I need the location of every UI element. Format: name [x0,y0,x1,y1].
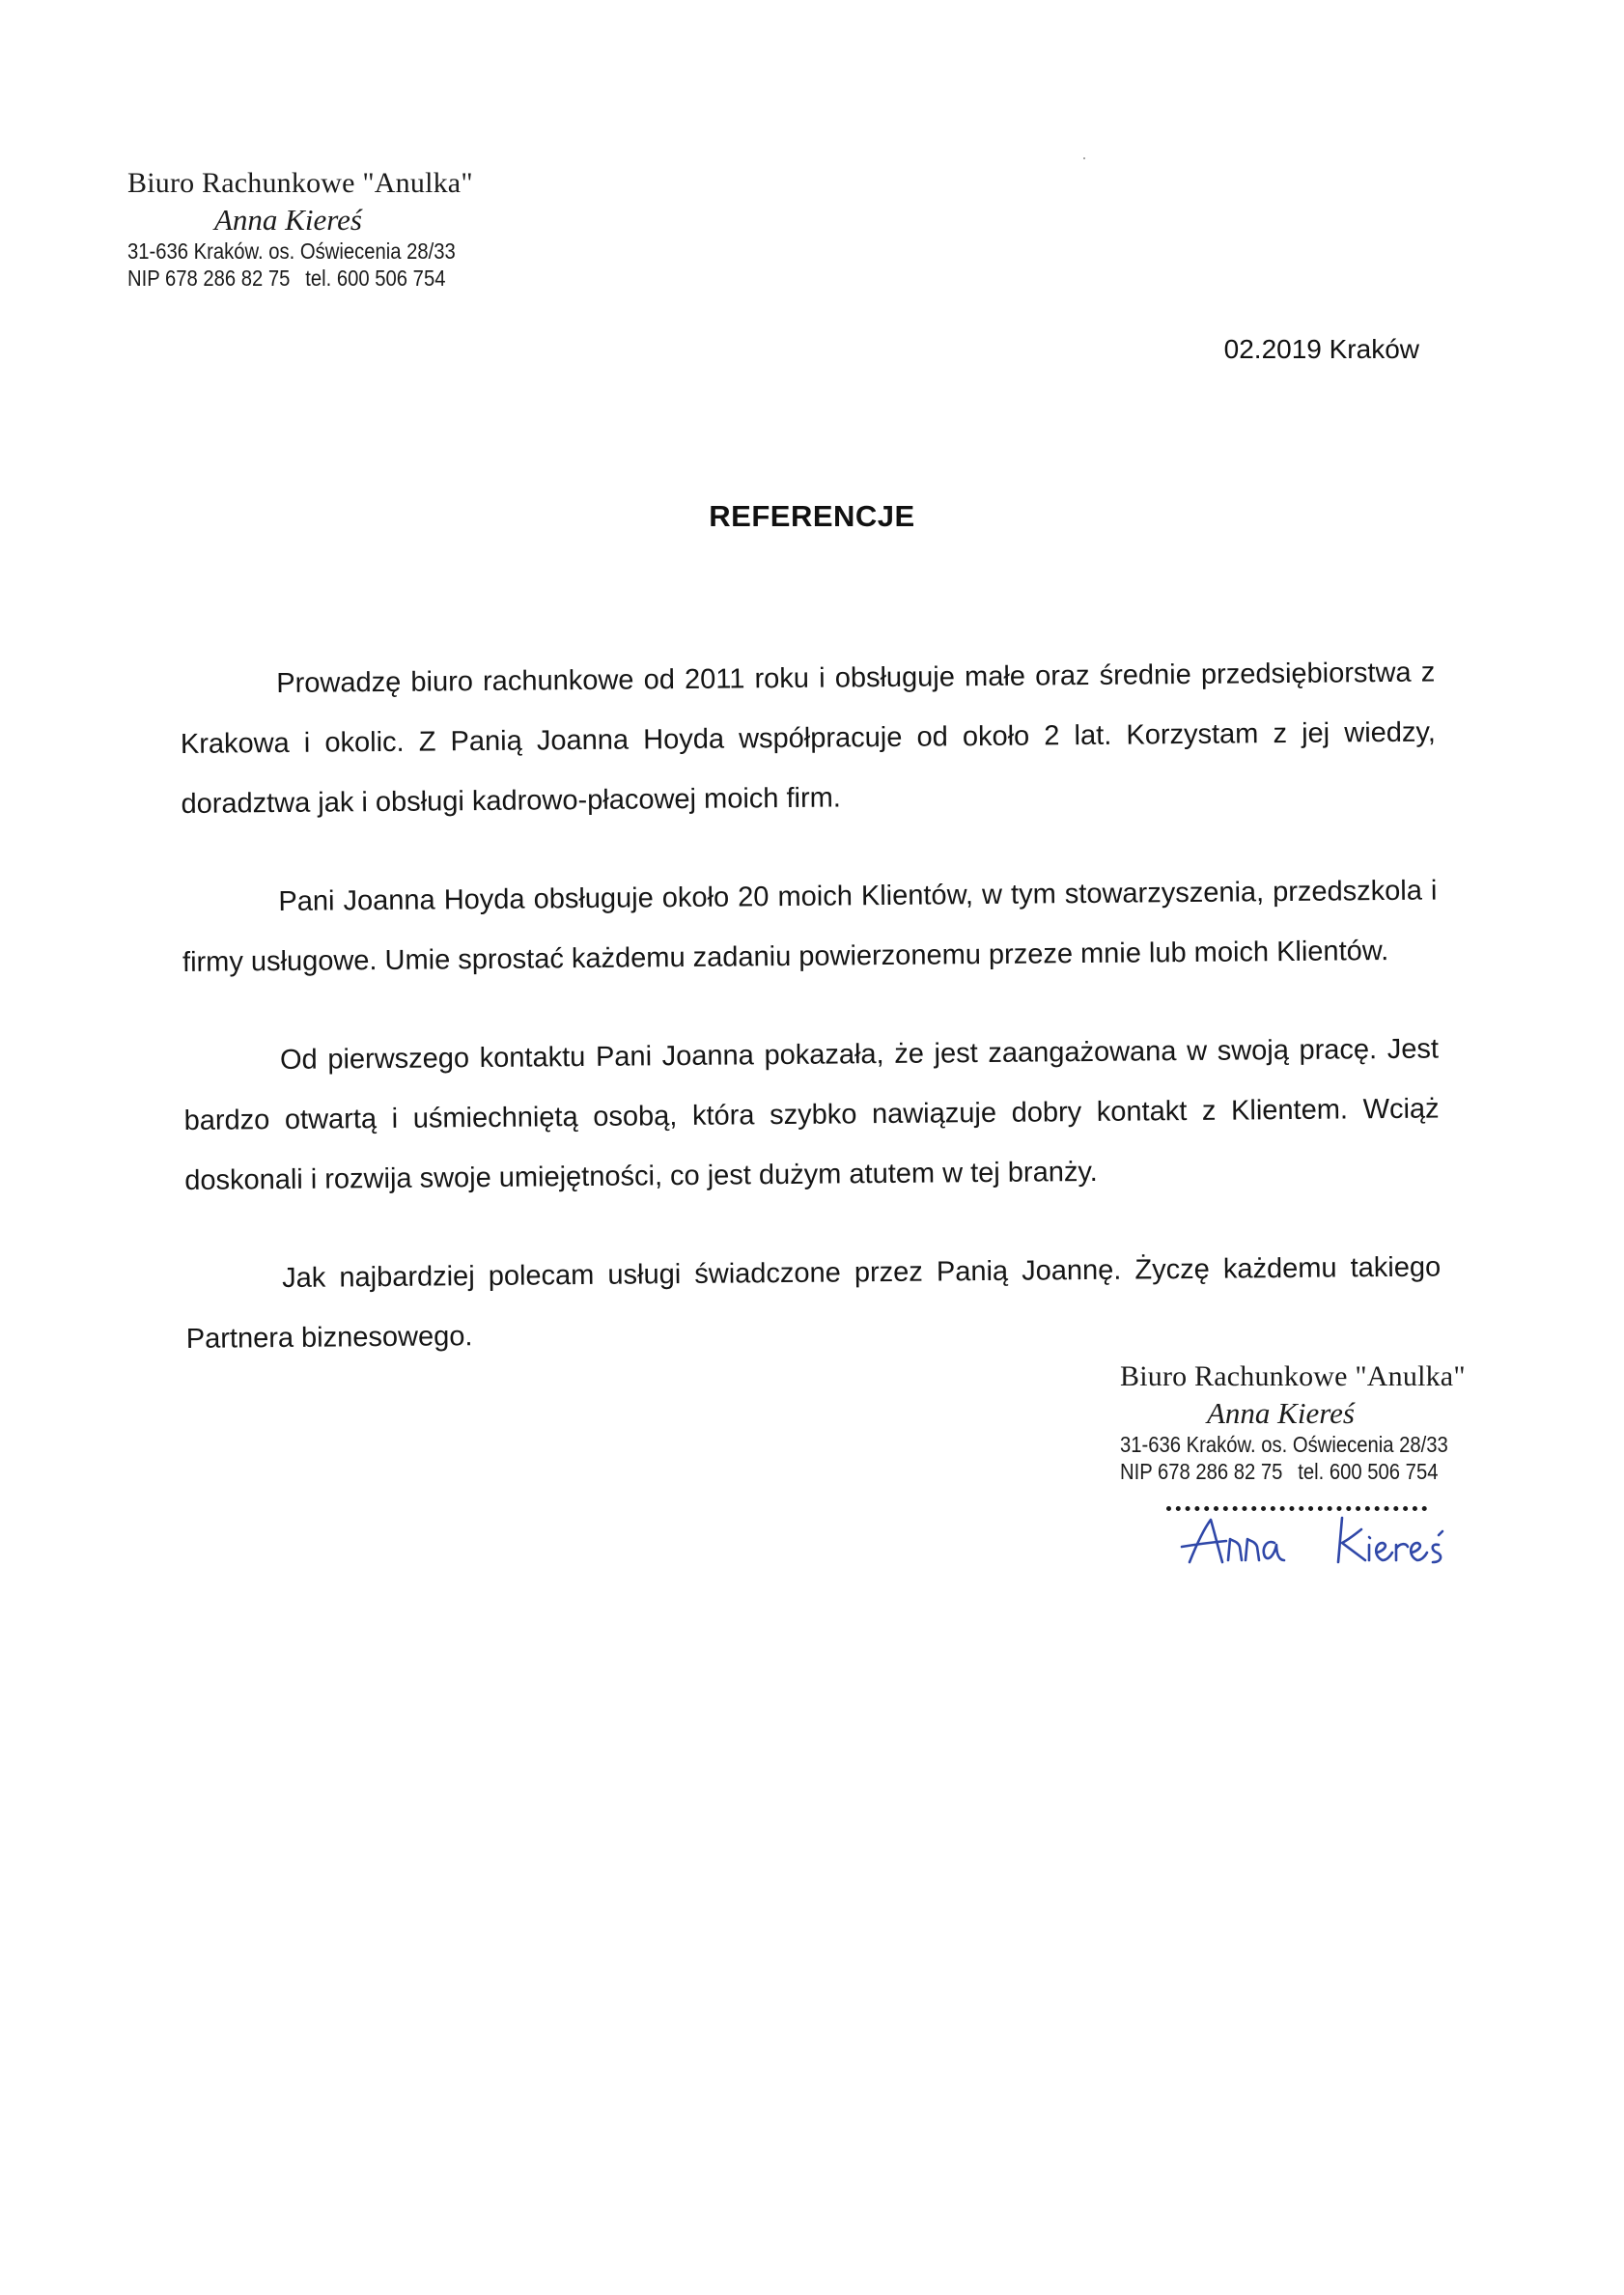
footer-stamp-nip: NIP 678 286 82 75 [1120,1459,1283,1485]
paragraph-2: Pani Joanna Hoyda obsługuje około 20 moich Klientów, w tym stowarzyszenia, przedszkola i firmy usługowe. Umie sprostać każdemu zadaniu powierzonemu przeze mnie lub moich Klientów. [182,875,1438,978]
signature-line [1166,1497,1427,1511]
footer-stamp-address: 31-636 Kraków. os. Oświecenia 28/33 [1120,1432,1448,1458]
header-stamp-address: 31-636 Kraków. os. Oświecenia 28/33 [127,238,456,265]
header-stamp-owner: Anna Kiereś [214,202,362,237]
handwritten-signature [1178,1512,1468,1570]
header-stamp-phone: tel. 600 506 754 [305,266,446,292]
date-place: 02.2019 Kraków [1223,334,1419,364]
paragraph-4: Jak najbardziej polecam usługi świadczone przez Panią Joannę. Życzę każdemu takiego Partnera biznesowego. [185,1251,1442,1355]
footer-stamp-ids [1120,1458,1448,1485]
header-stamp [127,166,500,293]
footer-stamp-company: Biuro Rachunkowe "Anulka" [1120,1360,1466,1392]
footer-stamp-owner: Anna Kiereś [1207,1395,1355,1430]
header-stamp-nip: NIP 678 286 82 75 [127,266,291,292]
header-stamp-ids [127,265,456,292]
header-stamp-company: Biuro Rachunkowe "Anulka" [127,167,473,199]
document-title: REFERENCJE [709,499,915,533]
footer-stamp-phone: tel. 600 506 754 [1298,1459,1439,1485]
letter-body [180,643,1442,1408]
paragraph-1: Prowadzę biuro rachunkowe od 2011 roku i obsługuje małe oraz średnie przedsiębiorstwa z Krakowa i okolic. Z Panią Joanna Hoyda współpracuje od około 2 lat. Korzystam z jej wiedzy, doradztwa jak i obsługi kadrowo-płacowej moich firm. [180,657,1436,820]
footer-stamp [1120,1359,1493,1486]
paragraph-3: Od pierwszego kontaktu Pani Joanna pokazała, że jest zaangażowana w swoją pracę. Jest bardzo otwartą i uśmiechniętą osobą, która szybko nawiązuje dobry kontakt z Klientem. Wciąż doskonali i rozwija swoje umiejętności, co jest dużym atutem w tej branży. [183,1033,1440,1196]
scan-speck [1083,157,1085,159]
